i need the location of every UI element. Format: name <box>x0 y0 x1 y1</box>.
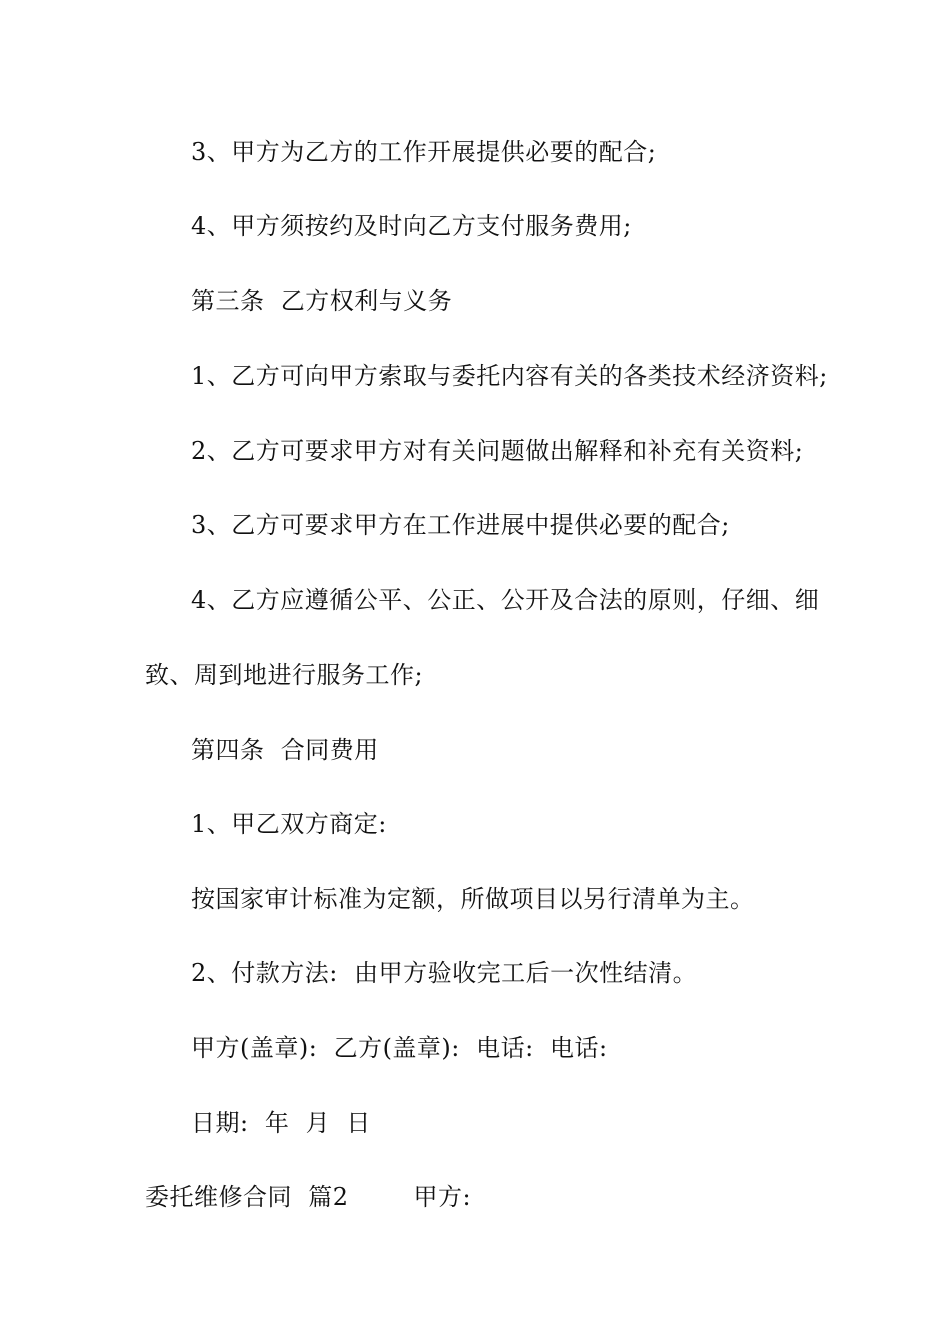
clause-3-item-2: 2、乙方可要求甲方对有关问题做出解释和补充有关资料; <box>191 437 804 465</box>
clause-4-item-1: 1、甲乙双方商定: <box>191 810 387 838</box>
date-line: 日期: 年 月 日 <box>191 1109 371 1137</box>
clause-2-item-4: 4、甲方须按约及时向乙方支付服务费用; <box>191 212 632 240</box>
next-contract-heading: 委托维修合同 篇2 甲方: <box>145 1183 472 1211</box>
clause-3-item-4-continued: 致、周到地进行服务工作; <box>145 661 424 689</box>
fee-standard-text: 按国家审计标准为定额，所做项目以另行清单为主。 <box>191 885 755 913</box>
clause-4-item-2: 2、付款方法: 由甲方验收完工后一次性结清。 <box>191 959 698 987</box>
clause-3-heading: 第三条 乙方权利与义务 <box>191 287 453 315</box>
clause-2-item-3: 3、甲方为乙方的工作开展提供必要的配合; <box>191 138 657 166</box>
clause-3-item-4: 4、乙方应遵循公平、公正、公开及合法的原则，仔细、细 <box>191 586 820 614</box>
clause-3-item-3: 3、乙方可要求甲方在工作进展中提供必要的配合; <box>191 511 730 539</box>
signature-line: 甲方(盖章): 乙方(盖章): 电话: 电话: <box>191 1034 608 1062</box>
clause-3-item-1: 1、乙方可向甲方索取与委托内容有关的各类技术经济资料; <box>191 362 828 390</box>
clause-4-heading: 第四条 合同费用 <box>191 736 379 764</box>
